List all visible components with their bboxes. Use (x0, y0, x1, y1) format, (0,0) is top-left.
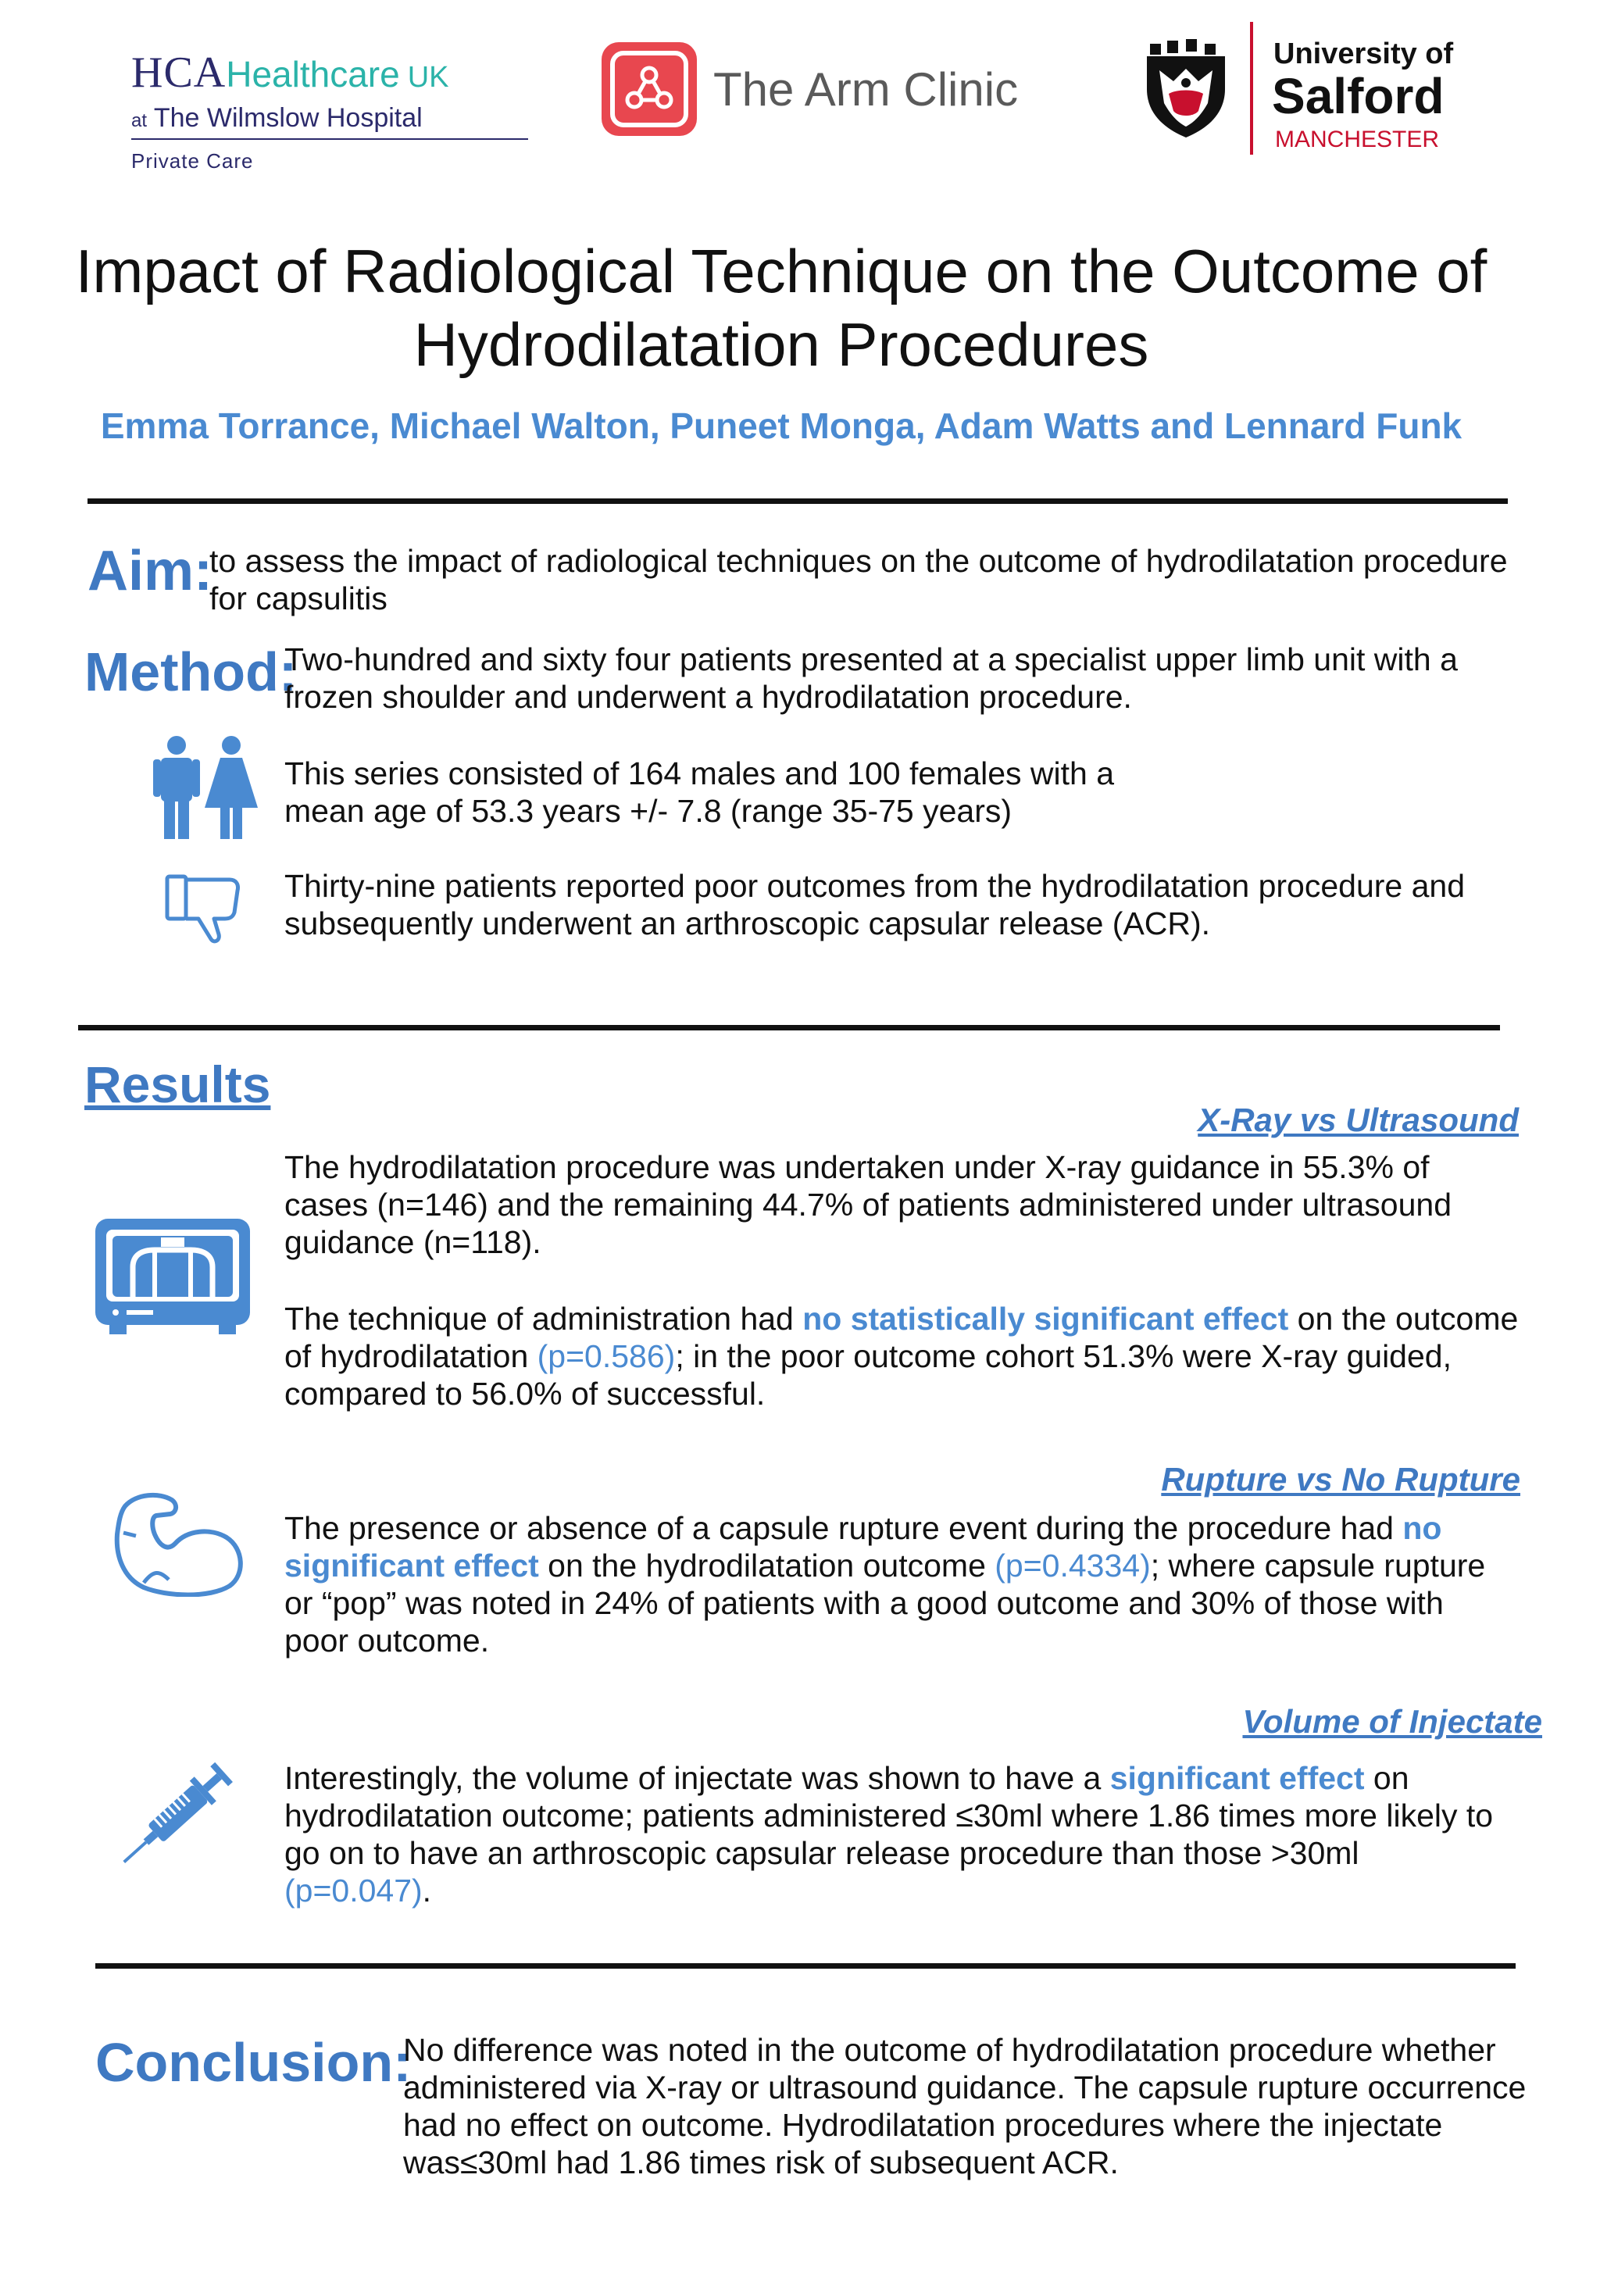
xray-heading: X-Ray vs Ultrasound (1198, 1102, 1519, 1138)
rupture-emphasis: no significant effect (284, 1510, 1442, 1584)
rupture-p-value: (p=0.4334) (995, 1548, 1151, 1584)
rupture-c: ; where capsule rupture or “pop” was noted in 24% of patients with a good outcome and 30% of those with poor outcome. (284, 1548, 1486, 1659)
hca-brand-a: HCA (131, 48, 227, 97)
volume-emphasis: significant effect (1109, 1760, 1365, 1796)
hca-brand-b: Healthcare (226, 54, 400, 95)
aim-label: Aim: (88, 540, 212, 602)
method-label: Method: (84, 641, 298, 702)
hca-divider (131, 138, 528, 140)
title-line-2: Hydrodilatation Procedures (413, 310, 1149, 379)
rupture-paragraph (284, 1509, 1503, 1659)
volume-a: Interestingly, the volume of injectate was shown to have a (284, 1760, 1110, 1796)
salford-divider (1250, 22, 1253, 155)
hca-brand-c: UK (407, 61, 449, 94)
people-icon (153, 736, 262, 839)
xray-p2-emphasis: no statistically significant effect (802, 1301, 1289, 1337)
xray-p2-a: The technique of administration had (284, 1301, 803, 1337)
aim-text: to assess the impact of radiological techniques on the outcome of hydrodilatation procedure for capsulitis (209, 543, 1508, 616)
method-text: Two-hundred and sixty four patients presented at a specialist upper limb unit with a frozen shoulder and underwent a hydrodilatation procedure. (284, 641, 1458, 715)
salford-line1: University of (1273, 37, 1454, 70)
page-title (0, 234, 1562, 381)
rupture-b: on the hydrodilatation outcome (538, 1548, 995, 1584)
rupture-a: The presence or absence of a capsule rupture event during the procedure had (284, 1510, 1403, 1546)
results-heading: Results (84, 1055, 271, 1113)
xray-machine-icon (95, 1219, 250, 1336)
title-line-1: Impact of Radiological Technique on the Outcome of (75, 237, 1488, 305)
divider-1 (88, 498, 1508, 504)
volume-p-value: (p=0.047) (284, 1873, 423, 1909)
xray-p2-c: ; in the poor outcome cohort 51.3% were X-ray guided, compared to 56.0% of successful. (284, 1338, 1452, 1412)
volume-paragraph (284, 1759, 1503, 1909)
conclusion-label: Conclusion: (95, 2032, 412, 2093)
xray-paragraph-2 (284, 1300, 1534, 1412)
flexed-arm-icon (112, 1489, 252, 1597)
hca-tagline: Private Care (131, 149, 254, 173)
poor-outcomes-text: Thirty-nine patients reported poor outcomes from the hydrodilatation procedure and subsequently underwent an arthroscopic capsular release (ACR). (284, 868, 1466, 941)
salford-crest-icon (1142, 39, 1230, 139)
volume-c: . (422, 1873, 432, 1909)
divider-3 (95, 1963, 1516, 1969)
volume-heading: Volume of Injectate (1242, 1703, 1542, 1740)
xray-p-value: (p=0.586) (537, 1338, 676, 1374)
thumbs-down-icon (164, 873, 253, 945)
hca-logo (131, 48, 538, 173)
salford-line2: Salford (1272, 68, 1445, 124)
hca-at: at (131, 110, 148, 131)
salford-logo (1139, 22, 1467, 155)
arm-clinic-icon (600, 41, 698, 137)
arm-clinic-name: The Arm Clinic (713, 63, 1019, 116)
salford-line3: MANCHESTER (1275, 127, 1440, 152)
syringe-icon (116, 1750, 248, 1872)
volume-b: on hydrodilatation outcome; patients administered ≤30ml where 1.86 times more likely to go on to have an arthroscopic capsular release procedure than those >30ml (284, 1760, 1494, 1871)
xray-p2-b: on the outcome of hydrodilatation (284, 1301, 1519, 1374)
arm-clinic-logo (600, 41, 1038, 142)
demographics-text: This series consisted of 164 males and 100 females with a mean age of 53.3 years +/- 7.8 (range 35-75 years) (284, 755, 1114, 829)
rupture-heading: Rupture vs No Rupture (1161, 1461, 1520, 1498)
hca-hospital: The Wilmslow Hospital (153, 103, 423, 133)
xray-paragraph-1: The hydrodilatation procedure was undertaken under X-ray guidance in 55.3% of cases (n=146) and the remaining 44.7% of patients administered under ultrasound guidance (n=118). (284, 1149, 1452, 1260)
authors: Emma Torrance, Michael Walton, Puneet Monga, Adam Watts and Lennard Funk (100, 405, 1462, 446)
conclusion-text: No difference was noted in the outcome of hydrodilatation procedure whether administered via X-ray or ultrasound guidance. The capsule rupture occurrence had no effect on outcome. Hydrodilatation procedures where the injectate was≤30ml had 1.86 times risk of subsequent ACR. (403, 2032, 1527, 2180)
divider-2 (78, 1025, 1500, 1030)
